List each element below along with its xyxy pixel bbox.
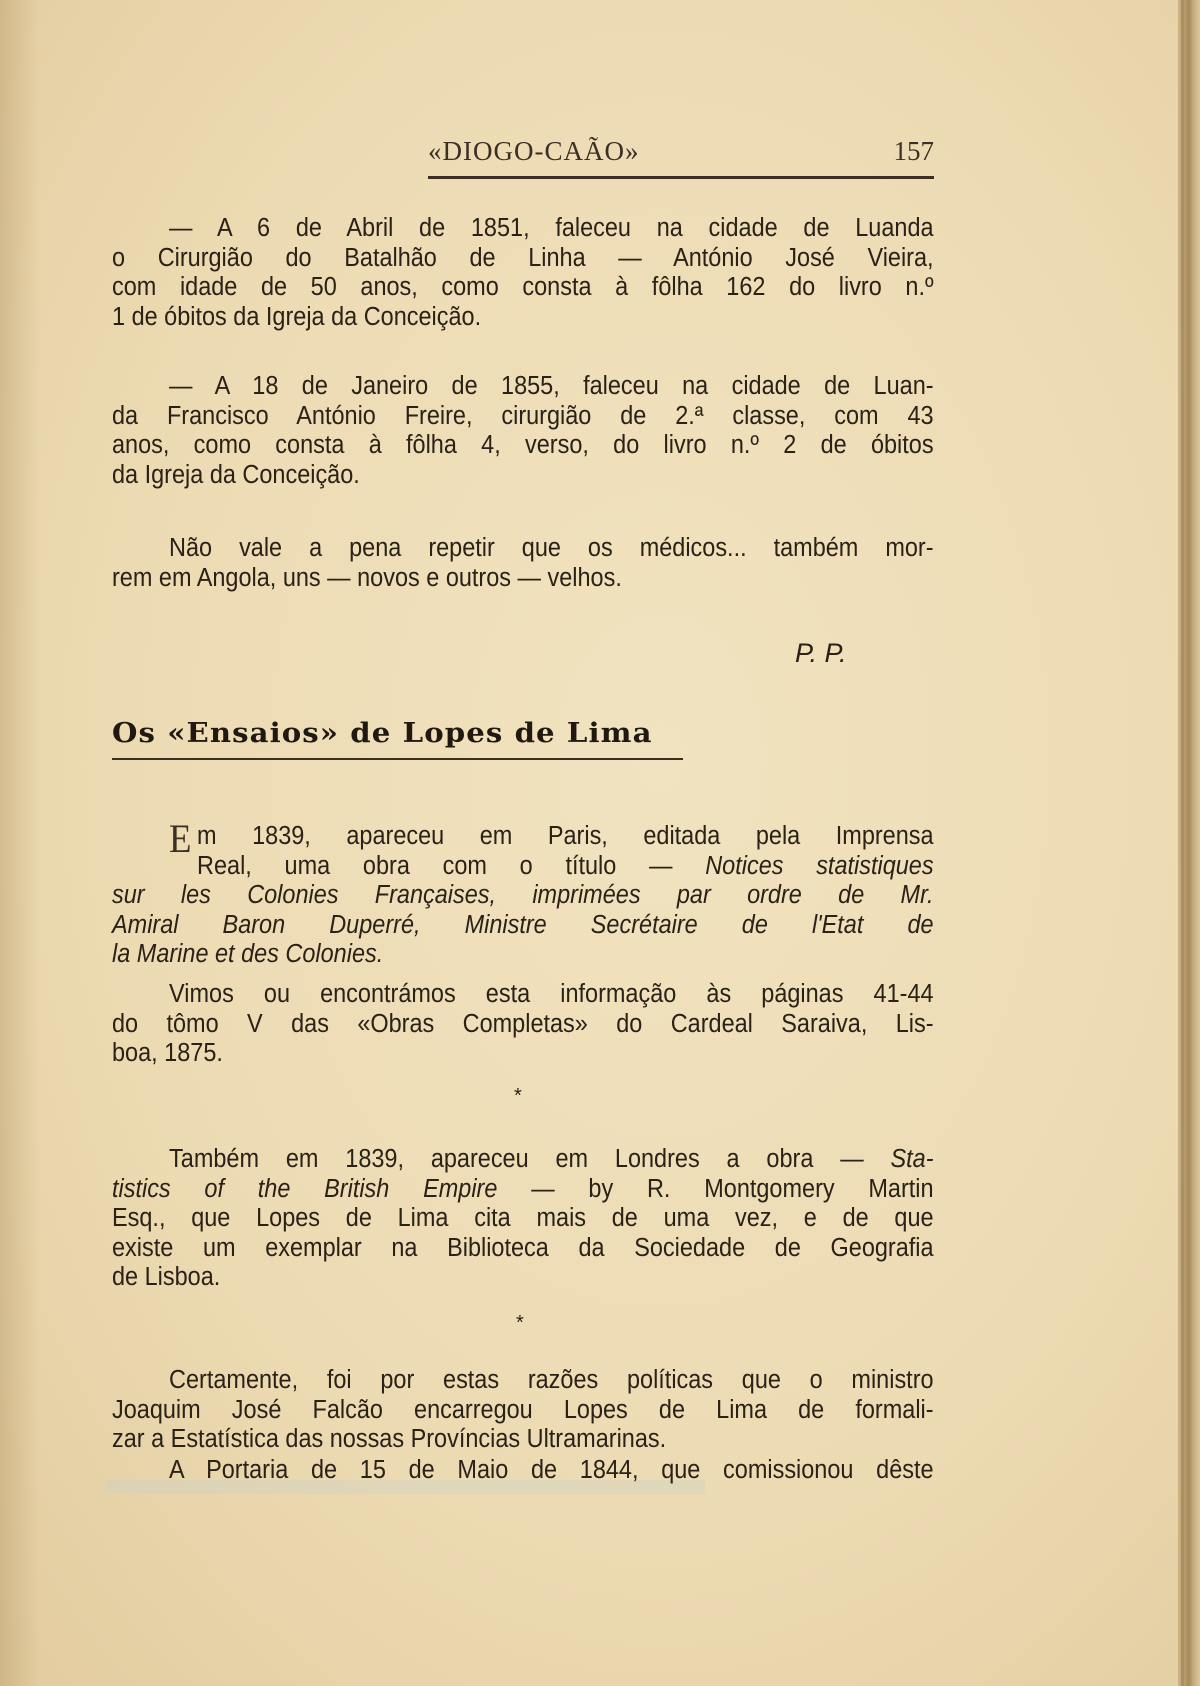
text-line: — A 18 de Janeiro de 1855, faleceu na cidade de Luan- (169, 372, 934, 400)
text-line: Não vale a pena repetir que os médicos... também mor- (169, 534, 934, 562)
text-line (112, 940, 934, 970)
book-title-fragment: tistics of the British Empire (112, 1174, 498, 1203)
page-number: 157 (893, 136, 934, 166)
section-title-text: Os «Ensaios» de Lopes de Lima (112, 718, 653, 749)
text-line (112, 816, 934, 861)
section-separator: * (516, 1312, 524, 1334)
text-line: da Francisco António Freire, cirurgião de 2.ª classe, com 43 (112, 401, 934, 430)
section-paragraph-4 (112, 1366, 934, 1455)
closing-remark (112, 534, 934, 593)
text-line: A Portaria de 15 de Maio de 1844, que comissionou dêste (169, 1456, 934, 1484)
text-line: Vimos ou encontrámos esta informação às páginas 41-44 (169, 980, 934, 1008)
text-line: com idade de 50 anos, como consta à fôlha 162 do livro n.º (112, 273, 934, 301)
text-line: zar a Estatística das nossas Províncias Ultramarinas. (112, 1425, 667, 1453)
section-paragraph-3 (112, 1145, 934, 1293)
text-line (112, 1145, 934, 1175)
book-title-fragment: Amiral Baron Duperré, Ministre Secrétaire de l'Etat de (112, 910, 934, 939)
text-fragment: Real, uma obra com o título — (197, 851, 706, 880)
text-fragment: Também em 1839, apareceu em Londres a obra — (169, 1145, 891, 1173)
text-line: — A 6 de Abril de 1851, faleceu na cidade de Luanda (169, 214, 934, 242)
text-line: da Igreja da Conceição. (112, 460, 360, 489)
section-paragraph-5 (112, 1456, 934, 1486)
text-line: o Cirurgião do Batalhão de Linha — António José Vieira, (112, 243, 934, 272)
spine-edge (1181, 0, 1184, 1686)
text-fragment: m 1839, apareceu em Paris, editada pela Imprensa (197, 822, 934, 850)
section-paragraph-2 (112, 980, 934, 1069)
text-line (112, 852, 934, 882)
section-paragraph-1 (112, 816, 934, 970)
text-line: do tômo V das «Obras Completas» do Cardeal Saraiva, Lis- (112, 1009, 934, 1038)
text-line: Joaquim José Falcão encarregou Lopes de Lima de formali- (112, 1395, 934, 1424)
text-line (112, 1175, 934, 1205)
page-shadow (0, 0, 40, 1686)
text-line: anos, como consta à fôlha 4, verso, do livro n.º 2 de óbitos (112, 431, 934, 459)
text-fragment: — by R. Montgomery Martin (497, 1174, 934, 1203)
section-separator: * (514, 1085, 522, 1107)
journal-title: «DIOGO-CAÃO» (428, 136, 640, 166)
drop-cap: E (169, 816, 192, 861)
text-line: 1 de óbitos da Igreja da Conceição. (112, 302, 482, 331)
text-line: existe um exemplar na Biblioteca da Sociedade de Geografia (112, 1233, 934, 1262)
text-line: Esq., que Lopes de Lima cita mais de uma vez, e de que (112, 1204, 934, 1232)
section-heading (112, 718, 683, 760)
book-title-fragment: sur les Colonies Françaises, imprimées par ordre de Mr. (112, 881, 934, 909)
text-line (112, 881, 934, 911)
author-signature: P. P. (795, 638, 847, 668)
book-title-fragment: Sta- (890, 1145, 934, 1173)
text-line: de Lisboa. (112, 1263, 221, 1291)
obituary-paragraph-1 (112, 214, 934, 332)
text-line: rem em Angola, uns — novos e outros — velhos. (112, 563, 622, 592)
text-line (112, 911, 934, 941)
running-header (428, 136, 934, 179)
obituary-paragraph-2 (112, 372, 934, 490)
text-line: boa, 1875. (112, 1039, 223, 1067)
text-line: Certamente, foi por estas razões políticas que o ministro (169, 1366, 934, 1394)
book-title-fragment: la Marine et des Colonies. (112, 940, 384, 968)
book-title-fragment: Notices statistiques (705, 851, 934, 880)
